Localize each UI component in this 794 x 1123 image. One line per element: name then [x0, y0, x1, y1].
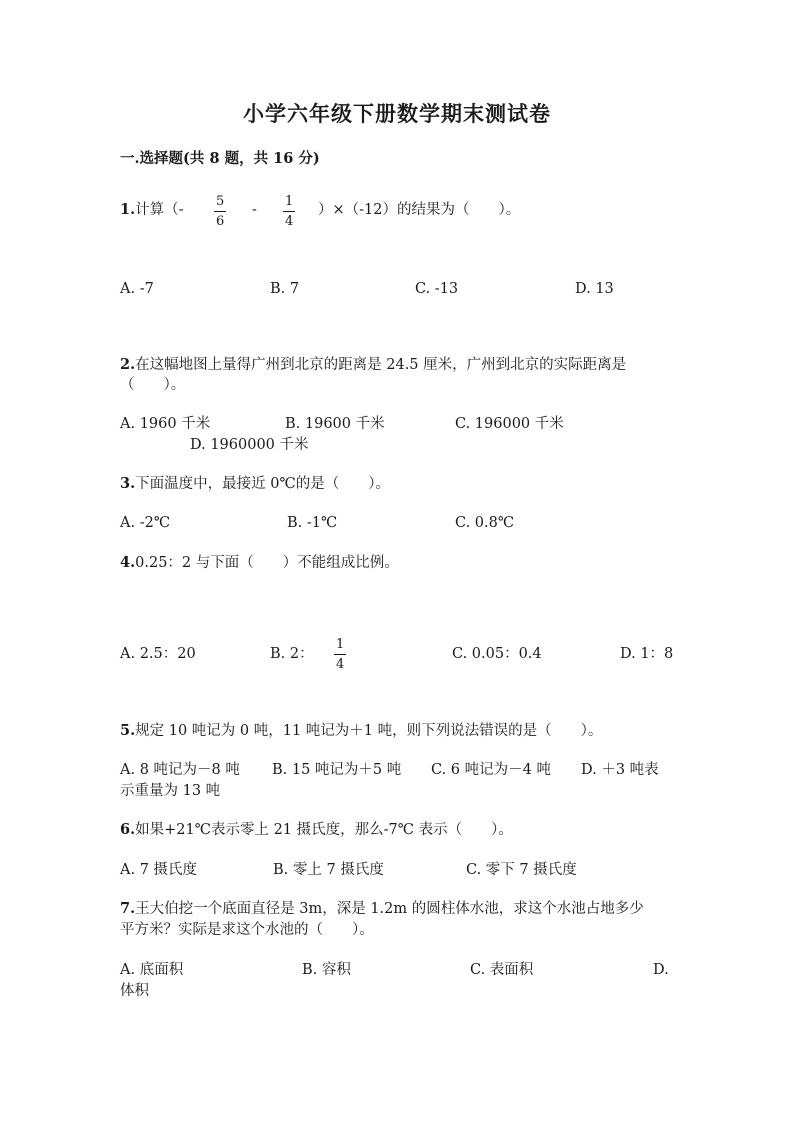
question-text: 0.25：2 与下面（ ）不能组成比例。 — [135, 555, 399, 571]
option-a: A. -2℃ — [120, 515, 171, 531]
fraction-5-6 — [214, 195, 226, 229]
question-text: 如果+21℃表示零上 21 摄氏度，那么-7℃ 表示（ ）。 — [135, 822, 513, 838]
option-b: B. 2： — [270, 646, 314, 662]
fraction-bar — [283, 211, 295, 212]
question-text: 规定 10 吨记为 0 吨，11 吨记为＋1 吨，则下列说法错误的是（ ）。 — [135, 723, 603, 739]
option-a: A. 8 吨记为－8 吨 — [120, 762, 240, 778]
question-number: 2. — [120, 356, 136, 373]
option-a: A. 2.5：20 — [120, 646, 196, 662]
question-number: 6. — [120, 821, 136, 838]
question-6 — [120, 820, 513, 840]
question-text: 王大伯挖一个底面直径是 3m，深是 1.2m 的圆柱体水池，求这个水池占地多少 — [135, 901, 644, 917]
option-c: C. 0.05：0.4 — [452, 646, 542, 662]
denominator: 4 — [285, 214, 294, 229]
question-number: 1. — [120, 201, 136, 218]
option-b: B. 15 吨记为＋5 吨 — [272, 762, 402, 778]
option-b: B. 19600 千米 — [285, 416, 385, 432]
option-a: A. 底面积 — [120, 962, 184, 978]
option-d: D. ＋3 吨表 — [581, 762, 659, 778]
question-number: 3. — [120, 475, 136, 492]
question-text-line2: （ ）。 — [120, 377, 186, 393]
option-b: B. -1℃ — [287, 515, 338, 531]
question-text-line2: 平方米？实际是求这个水池的（ ）。 — [120, 922, 374, 938]
question-4 — [120, 553, 399, 573]
option-b: B. 7 — [270, 281, 300, 297]
minus-sign: - — [252, 202, 257, 218]
option-d: D. 1：8 — [620, 646, 674, 662]
option-a: A. 7 摄氏度 — [120, 862, 198, 878]
option-d: D. 13 — [575, 281, 614, 297]
question-7 — [120, 899, 644, 919]
section-heading: 一.选择题(共 8 题，共 16 分) — [120, 150, 320, 167]
question-text-tail: ）×（-12）的结果为（ ）。 — [318, 202, 521, 218]
option-a: A. 1960 千米 — [120, 416, 211, 432]
numerator: 5 — [216, 194, 225, 209]
question-text: 下面温度中，最接近 0℃的是（ ）。 — [135, 476, 390, 492]
question-3 — [120, 474, 390, 494]
option-c: C. 0.8℃ — [455, 515, 515, 531]
numerator: 1 — [285, 194, 294, 209]
option-c: C. -13 — [415, 281, 459, 297]
numerator: 1 — [336, 637, 345, 652]
question-text: 在这幅地图上量得广州到北京的距离是 24.5 厘米，广州到北京的实际距离是 — [135, 357, 627, 373]
question-1 — [120, 200, 184, 220]
option-c: C. 6 吨记为－4 吨 — [431, 762, 551, 778]
option-c: C. 表面积 — [470, 962, 534, 978]
option-d-continued: 示重量为 13 吨 — [120, 783, 221, 799]
question-5 — [120, 721, 602, 741]
fraction-1-4 — [283, 195, 295, 229]
option-a: A. -7 — [120, 281, 154, 297]
page-title: 小学六年级下册数学期末测试卷 — [243, 101, 551, 126]
question-number: 7. — [120, 900, 136, 917]
option-d-continued: 体积 — [120, 983, 149, 999]
denominator: 6 — [216, 214, 225, 229]
option-c: C. 196000 千米 — [455, 416, 564, 432]
question-2 — [120, 355, 626, 375]
fraction-bar — [214, 211, 226, 212]
fraction-bar — [334, 654, 346, 655]
question-number: 4. — [120, 554, 136, 571]
option-b: B. 零上 7 摄氏度 — [273, 862, 384, 878]
option-c: C. 零下 7 摄氏度 — [466, 862, 577, 878]
option-d: D. 1960000 千米 — [190, 437, 309, 453]
denominator: 4 — [336, 657, 345, 672]
fraction-1-4 — [334, 638, 346, 672]
question-text: 计算（- — [135, 202, 184, 218]
option-d: D. — [653, 962, 669, 978]
question-number: 5. — [120, 722, 136, 739]
option-b: B. 容积 — [302, 962, 351, 978]
